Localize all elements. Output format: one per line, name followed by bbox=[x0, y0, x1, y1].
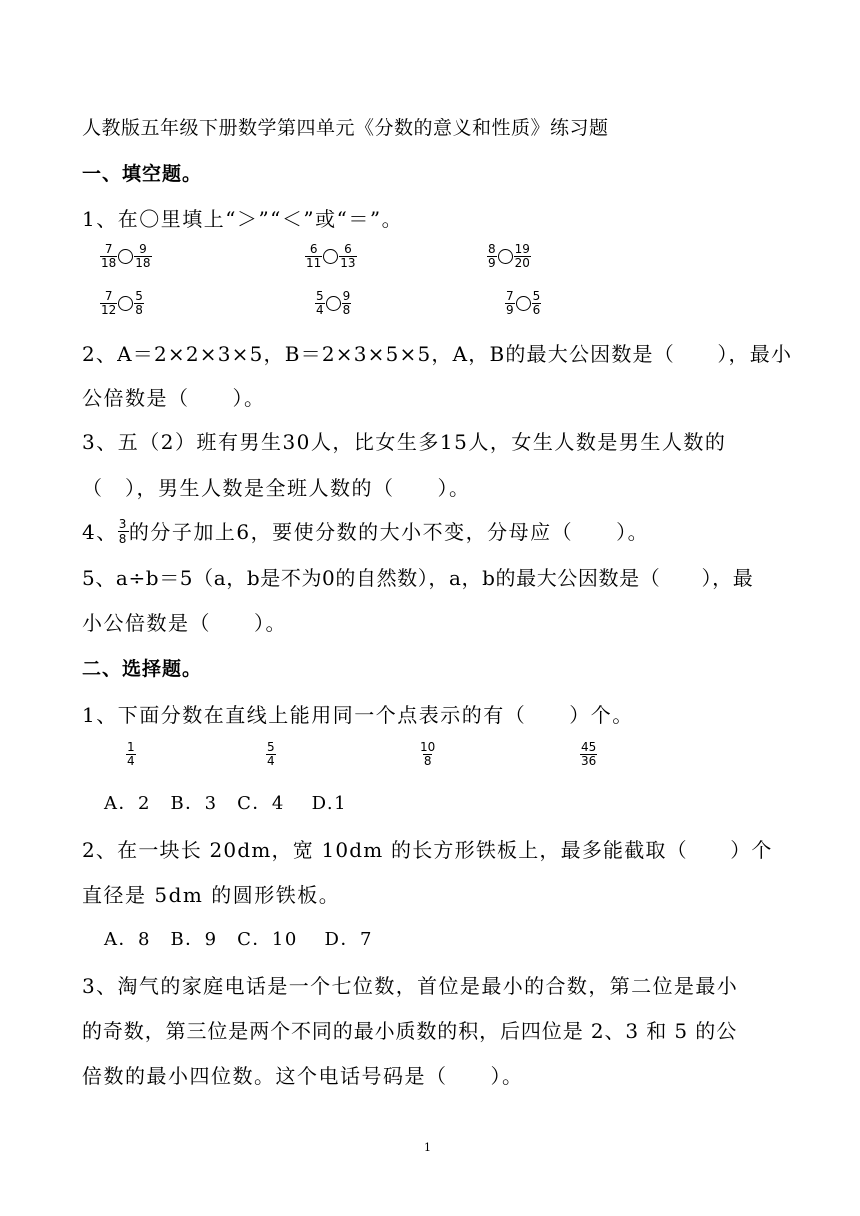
compare-pair-1 bbox=[100, 243, 152, 270]
question-2-3-line-3: 倍数的最小四位数。这个电话号码是（ ）。 bbox=[82, 1064, 524, 1088]
question-1-4-suffix: 的分子加上6，要使分数的大小不变，分母应（ ）。 bbox=[128, 519, 650, 544]
fraction: $\frac{6}{11}$ bbox=[306, 242, 322, 270]
compare-circle[interactable] bbox=[516, 296, 531, 311]
choice-fraction-2: $\frac{5}{4}$ bbox=[267, 740, 275, 768]
compare-circle[interactable] bbox=[498, 249, 513, 264]
question-2-3-line-1: 3、淘气的家庭电话是一个七位数，首位是最小的合数，第二位是最小 bbox=[82, 974, 739, 998]
fraction: $\frac{3}{8}$ bbox=[118, 517, 128, 546]
compare-pair-6 bbox=[505, 290, 541, 317]
question-1-4-prefix: 4、 bbox=[82, 519, 118, 544]
question-2-2-options: A．8 B．9 C．10 D．7 bbox=[104, 929, 373, 950]
document-title: 人教版五年级下册数学第四单元《分数的意义和性质》练习题 bbox=[82, 117, 609, 139]
choice-fraction-1: $\frac{1}{4}$ bbox=[127, 740, 135, 768]
compare-circle[interactable] bbox=[118, 249, 133, 264]
fraction: $\frac{5}{4}$ bbox=[316, 289, 324, 317]
question-1-3-line-2: （ ），男生人数是全班人数的（ ）。 bbox=[82, 476, 471, 500]
compare-circle[interactable] bbox=[118, 296, 133, 311]
question-2-2-line-2: 直径是 5dm 的圆形铁板。 bbox=[82, 883, 341, 907]
fraction: $\frac{9}{8}$ bbox=[342, 289, 351, 317]
section-heading-multiple-choice: 二、选择题。 bbox=[82, 658, 203, 680]
fraction: $\frac{6}{13}$ bbox=[340, 242, 356, 270]
question-1-4 bbox=[82, 517, 649, 546]
compare-pair-3 bbox=[487, 243, 531, 270]
question-1-2-line-1: 2、A＝2×2×3×5，B＝2×3×5×5，A，B的最大公因数是（ ），最小 bbox=[82, 342, 793, 366]
choice-fraction-3: $\frac{10}{8}$ bbox=[420, 740, 436, 768]
section-heading-fill-blank: 一、填空题。 bbox=[82, 163, 203, 185]
compare-pair-5 bbox=[315, 290, 351, 317]
compare-circle[interactable] bbox=[326, 296, 341, 311]
question-1-1: 1、在〇里填上“＞”“＜”或“＝”。 bbox=[82, 207, 404, 231]
question-2-1-options: A．2 B．3 C．4 D.1 bbox=[104, 793, 348, 814]
fraction: $\frac{8}{9}$ bbox=[488, 242, 496, 270]
fraction: $\frac{9}{18}$ bbox=[135, 242, 151, 270]
fraction: $\frac{5}{6}$ bbox=[532, 289, 541, 317]
question-2-2-line-1: 2、在一块长 20dm，宽 10dm 的长方形铁板上，最多能截取（ ）个 bbox=[82, 838, 773, 862]
fraction: $\frac{7}{9}$ bbox=[506, 289, 514, 317]
question-1-2-line-2: 公倍数是（ ）。 bbox=[82, 386, 266, 410]
compare-pair-2 bbox=[305, 243, 357, 270]
question-1-3-line-1: 3、五（2）班有男生30人，比女生多15人，女生人数是男生人数的 bbox=[82, 430, 727, 454]
question-2-1: 1、下面分数在直线上能用同一个点表示的有（ ）个。 bbox=[82, 703, 634, 727]
fraction: $\frac{7}{12}$ bbox=[101, 289, 117, 317]
question-1-5-line-2: 小公倍数是（ ）。 bbox=[82, 611, 287, 635]
fraction: $\frac{19}{20}$ bbox=[514, 242, 530, 270]
choice-fraction-4: $\frac{45}{36}$ bbox=[581, 740, 597, 768]
compare-circle[interactable] bbox=[323, 249, 338, 264]
question-1-5-line-1: 5、a÷b＝5（a，b是不为0的自然数），a，b的最大公因数是（ ），最 bbox=[82, 566, 754, 590]
fraction: $\frac{7}{18}$ bbox=[101, 242, 117, 270]
question-2-3-line-2: 的奇数，第三位是两个不同的最小质数的积，后四位是 2、3 和 5 的公 bbox=[82, 1019, 738, 1043]
page-number: 1 bbox=[424, 1141, 431, 1154]
compare-pair-4 bbox=[100, 290, 144, 317]
fraction: $\frac{5}{8}$ bbox=[135, 289, 143, 317]
